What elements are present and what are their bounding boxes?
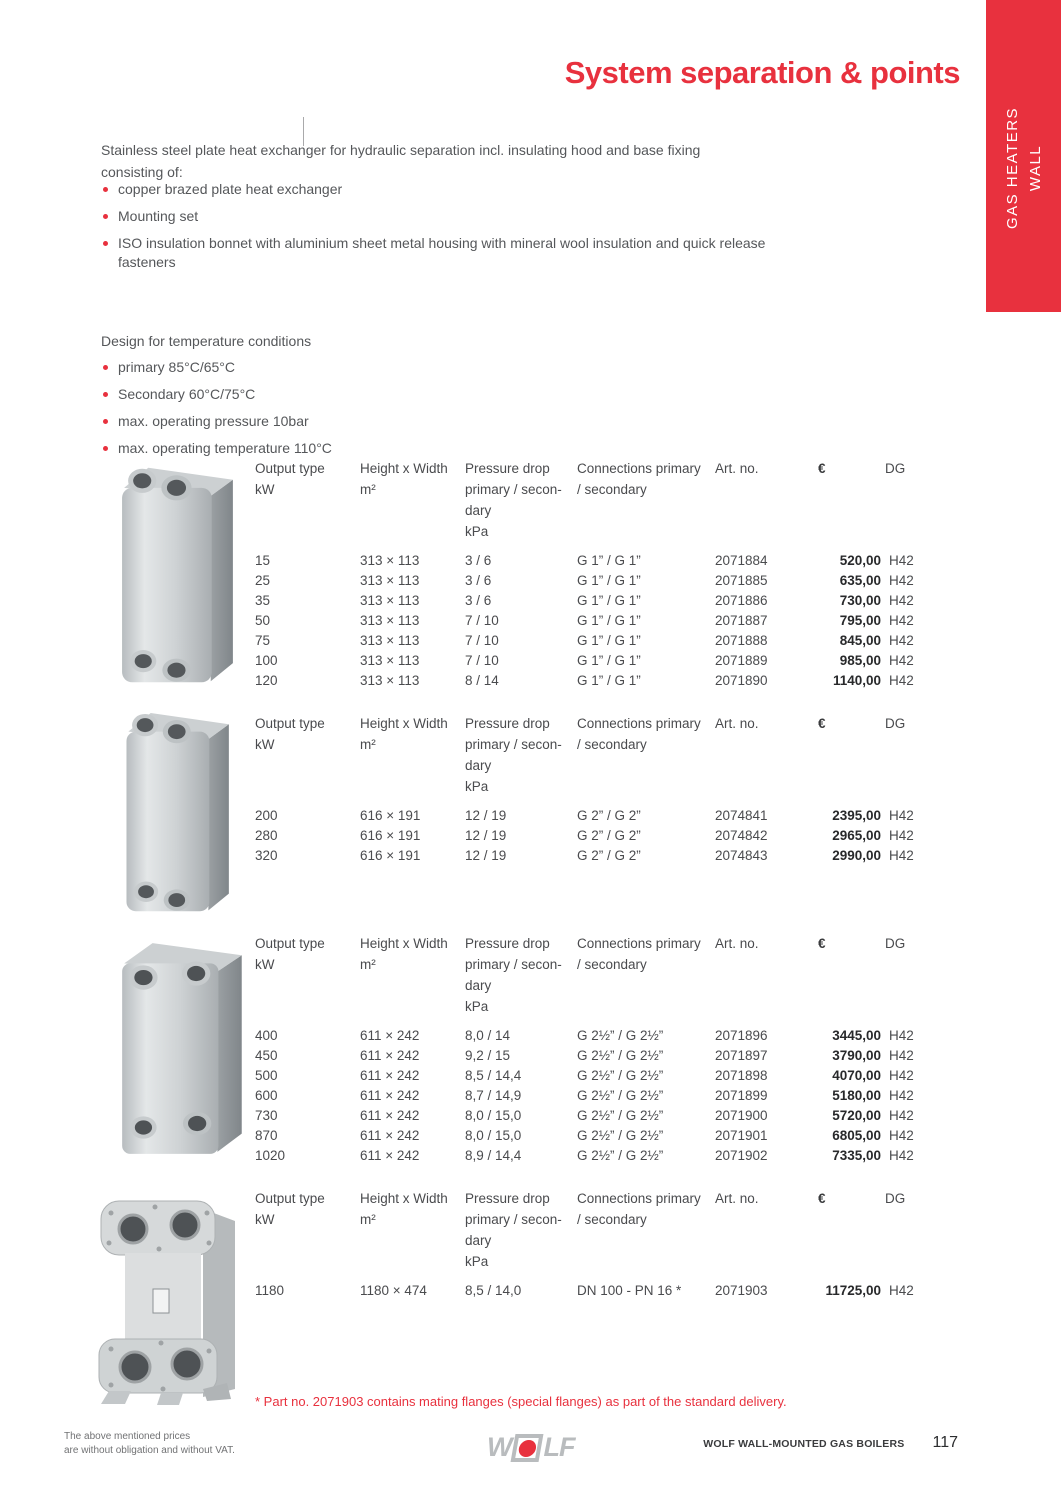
page-number: 117 xyxy=(932,1434,958,1451)
connections-cell: G 2½” / G 2½” xyxy=(577,1028,664,1043)
table-header xyxy=(255,458,927,542)
list-item xyxy=(101,358,601,377)
col-euro: € xyxy=(818,936,826,951)
table-row xyxy=(255,1046,927,1066)
price-eur-cell: 795,00 xyxy=(839,613,881,628)
col-dg: DG xyxy=(885,1191,906,1206)
design-bullet-list xyxy=(101,358,601,466)
table-body xyxy=(255,1281,927,1301)
table-row xyxy=(255,631,927,651)
height-width-cell: 611 × 242 xyxy=(360,1068,420,1083)
output-kw-cell: 870 xyxy=(255,1128,278,1143)
footnote: * Part no. 2071903 contains mating flanges (special flanges) as part of the standard delivery. xyxy=(255,1394,787,1409)
dg-code-cell: H42 xyxy=(889,1148,914,1163)
wolf-logo-w: W xyxy=(487,1432,512,1462)
col-pressure-drop-unit: kPa xyxy=(465,999,489,1014)
sidebar-tab-line1: GAS HEATERS xyxy=(1003,107,1021,230)
height-width-cell: 616 × 191 xyxy=(360,848,421,863)
price-eur-cell: 1140,00 xyxy=(832,673,881,688)
list-item xyxy=(101,234,821,272)
col-output-type: Output type xyxy=(255,716,325,731)
table-row xyxy=(255,591,927,611)
table-row xyxy=(255,651,927,671)
art-no-cell: 2071887 xyxy=(715,613,768,628)
pressure-drop-cell: 12 / 19 xyxy=(465,828,507,843)
dg-code-cell: H42 xyxy=(889,808,914,823)
footer-disclaimer xyxy=(64,1430,235,1457)
price-eur-cell: 6805,00 xyxy=(832,1128,881,1143)
wolf-logo-lf: LF xyxy=(543,1432,575,1462)
art-no-cell: 2071885 xyxy=(715,573,768,588)
dg-code-cell: H42 xyxy=(889,553,914,568)
col-output-type: Output type xyxy=(255,936,325,951)
col-pressure-drop-line2: primary / secon- xyxy=(465,737,562,752)
output-kw-cell: 1020 xyxy=(255,1148,286,1163)
pressure-drop-cell: 12 / 19 xyxy=(465,808,507,823)
list-item xyxy=(101,412,601,431)
art-no-cell: 2071898 xyxy=(715,1068,768,1083)
col-pressure-drop-line2: primary / secon- xyxy=(465,1212,562,1227)
col-output-unit: kW xyxy=(255,737,275,752)
price-eur-cell: 2965,00 xyxy=(832,828,881,843)
col-pressure-drop-line3: dary xyxy=(465,1233,492,1248)
dg-code-cell: H42 xyxy=(889,593,914,608)
col-pressure-drop: Pressure drop xyxy=(465,461,550,476)
col-pressure-drop-line3: dary xyxy=(465,978,492,993)
price-eur-cell: 2990,00 xyxy=(832,848,881,863)
height-width-cell: 313 × 113 xyxy=(360,553,420,568)
col-pressure-drop-unit: kPa xyxy=(465,779,489,794)
bullet-text: max. operating pressure 10bar xyxy=(118,413,309,429)
intro-bullet-list xyxy=(101,180,821,280)
intro-sub: consisting of: xyxy=(101,164,183,180)
bullet-text: Mounting set xyxy=(118,208,199,224)
col-pressure-drop-line2: primary / secon- xyxy=(465,957,562,972)
dg-code-cell: H42 xyxy=(889,1048,914,1063)
bullet-text: max. operating temperature 110°C xyxy=(118,440,332,456)
height-width-cell: 611 × 242 xyxy=(360,1048,420,1063)
col-height-width: Height x Width xyxy=(360,1191,448,1206)
col-output-type: Output type xyxy=(255,461,325,476)
height-width-cell: 313 × 113 xyxy=(360,613,420,628)
art-no-cell: 2071889 xyxy=(715,653,768,668)
art-no-cell: 2071897 xyxy=(715,1048,768,1063)
connections-cell: G 2½” / G 2½” xyxy=(577,1148,664,1163)
pressure-drop-cell: 7 / 10 xyxy=(465,653,499,668)
col-connections: Connections primary xyxy=(577,461,701,476)
dg-code-cell: H42 xyxy=(889,1068,914,1083)
pressure-drop-cell: 3 / 6 xyxy=(465,573,492,588)
table-row xyxy=(255,1126,927,1146)
col-height-width: Height x Width xyxy=(360,936,448,951)
table-body xyxy=(255,806,927,866)
bullet-text: ISO insulation bonnet with aluminium sheet metal housing with mineral wool insulation and quick release fasteners xyxy=(118,235,766,270)
pressure-drop-cell: 8,5 / 14,4 xyxy=(465,1068,522,1083)
pressure-drop-cell: 8,7 / 14,9 xyxy=(465,1088,522,1103)
dg-code-cell: H42 xyxy=(889,1088,914,1103)
art-no-cell: 2071888 xyxy=(715,633,768,648)
height-width-cell: 313 × 113 xyxy=(360,633,420,648)
sidebar-tab-line2: WALL xyxy=(1026,145,1044,192)
table-row xyxy=(255,611,927,631)
art-no-cell: 2071890 xyxy=(715,673,768,688)
connections-cell: G 1” / G 1” xyxy=(577,613,641,628)
col-euro: € xyxy=(818,716,826,731)
output-kw-cell: 600 xyxy=(255,1088,278,1103)
pressure-drop-cell: 8,9 / 14,4 xyxy=(465,1148,522,1163)
connections-cell: G 2½” / G 2½” xyxy=(577,1128,664,1143)
col-output-unit: kW xyxy=(255,957,275,972)
intro-lead: Stainless steel plate heat exchanger for hydraulic separation incl. insulating hood and base fixing xyxy=(101,142,701,158)
product-image-plate-heat-exchanger-wide xyxy=(110,930,262,1170)
wolf-logo-red-dot-icon xyxy=(517,1439,537,1456)
footer-disclaimer-line1: The above mentioned prices xyxy=(64,1431,191,1442)
col-pressure-drop: Pressure drop xyxy=(465,936,550,951)
dg-code-cell: H42 xyxy=(889,573,914,588)
col-height-width-unit: m² xyxy=(360,957,376,972)
col-height-width-unit: m² xyxy=(360,482,376,497)
spec-table xyxy=(255,458,927,691)
output-kw-cell: 320 xyxy=(255,848,278,863)
bullet-text: copper brazed plate heat exchanger xyxy=(118,181,343,197)
table-row xyxy=(255,571,927,591)
product-image-flanged-heat-exchanger-large xyxy=(85,1193,275,1405)
bullet-dot-icon xyxy=(103,419,108,424)
price-eur-cell: 5720,00 xyxy=(832,1108,881,1123)
bullet-dot-icon xyxy=(103,446,108,451)
design-heading: Design for temperature conditions xyxy=(101,333,312,349)
table-row xyxy=(255,846,927,866)
connections-cell: G 1” / G 1” xyxy=(577,553,641,568)
output-kw-cell: 35 xyxy=(255,593,271,608)
connections-cell: G 1” / G 1” xyxy=(577,633,641,648)
col-art-no: Art. no. xyxy=(715,1191,759,1206)
col-pressure-drop-line3: dary xyxy=(465,503,492,518)
price-eur-cell: 635,00 xyxy=(839,573,881,588)
output-kw-cell: 280 xyxy=(255,828,278,843)
table-row xyxy=(255,1106,927,1126)
height-width-cell: 1180 × 474 xyxy=(360,1283,427,1298)
table-row xyxy=(255,1146,927,1166)
col-pressure-drop-unit: kPa xyxy=(465,1254,489,1269)
col-pressure-drop: Pressure drop xyxy=(465,1191,550,1206)
art-no-cell: 2071886 xyxy=(715,593,768,608)
art-no-cell: 2071901 xyxy=(715,1128,768,1143)
table-row xyxy=(255,1086,927,1106)
sidebar-tab-label xyxy=(1000,107,1047,229)
height-width-cell: 611 × 242 xyxy=(360,1148,420,1163)
bullet-dot-icon xyxy=(103,241,108,246)
connections-cell: G 2” / G 2” xyxy=(577,808,641,823)
col-connections-line2: / secondary xyxy=(577,482,647,497)
output-kw-cell: 1180 xyxy=(255,1283,285,1298)
col-connections-line2: / secondary xyxy=(577,737,647,752)
connections-cell: G 1” / G 1” xyxy=(577,573,641,588)
table-row xyxy=(255,826,927,846)
output-kw-cell: 500 xyxy=(255,1068,278,1083)
col-pressure-drop-line3: dary xyxy=(465,758,492,773)
price-eur-cell: 845,00 xyxy=(839,633,881,648)
dg-code-cell: H42 xyxy=(889,1108,914,1123)
price-eur-cell: 7335,00 xyxy=(832,1148,881,1163)
pressure-drop-cell: 12 / 19 xyxy=(465,848,507,863)
connections-cell: G 2” / G 2” xyxy=(577,848,641,863)
price-eur-cell: 520,00 xyxy=(839,553,881,568)
spec-table xyxy=(255,933,927,1166)
connections-cell: G 1” / G 1” xyxy=(577,673,641,688)
col-connections-line2: / secondary xyxy=(577,957,647,972)
table-header xyxy=(255,1188,927,1272)
price-eur-cell: 11725,00 xyxy=(825,1283,881,1298)
col-art-no: Art. no. xyxy=(715,461,759,476)
art-no-cell: 2071902 xyxy=(715,1148,768,1163)
connections-cell: G 2½” / G 2½” xyxy=(577,1068,664,1083)
height-width-cell: 313 × 113 xyxy=(360,653,420,668)
connections-cell: G 2½” / G 2½” xyxy=(577,1048,664,1063)
wolf-logo xyxy=(487,1432,574,1463)
height-width-cell: 611 × 242 xyxy=(360,1128,420,1143)
table-header xyxy=(255,713,927,797)
art-no-cell: 2074843 xyxy=(715,848,768,863)
output-kw-cell: 730 xyxy=(255,1108,278,1123)
height-width-cell: 313 × 113 xyxy=(360,573,420,588)
product-image-plate-heat-exchanger-medium xyxy=(112,700,248,928)
col-connections: Connections primary xyxy=(577,716,701,731)
bullet-text: Secondary 60°C/75°C xyxy=(118,386,256,402)
dg-code-cell: H42 xyxy=(889,1028,914,1043)
connections-cell: G 2½” / G 2½” xyxy=(577,1108,664,1123)
col-height-width-unit: m² xyxy=(360,1212,376,1227)
output-kw-cell: 100 xyxy=(255,653,278,668)
spec-table xyxy=(255,1188,927,1301)
height-width-cell: 313 × 113 xyxy=(360,593,420,608)
table-row xyxy=(255,1281,927,1301)
page-title: System separation & points xyxy=(564,55,960,90)
col-connections-line2: / secondary xyxy=(577,1212,647,1227)
col-height-width: Height x Width xyxy=(360,716,448,731)
col-height-width-unit: m² xyxy=(360,737,376,752)
pressure-drop-cell: 8,5 / 14,0 xyxy=(465,1283,522,1298)
footer-disclaimer-line2: are without obligation and without VAT. xyxy=(64,1444,235,1456)
col-pressure-drop: Pressure drop xyxy=(465,716,550,731)
col-dg: DG xyxy=(885,936,906,951)
table-row xyxy=(255,551,927,571)
height-width-cell: 611 × 242 xyxy=(360,1088,420,1103)
col-output-unit: kW xyxy=(255,482,275,497)
pressure-drop-cell: 8,0 / 14 xyxy=(465,1028,511,1043)
price-eur-cell: 985,00 xyxy=(839,653,881,668)
dg-code-cell: H42 xyxy=(889,1128,914,1143)
col-euro: € xyxy=(818,1191,826,1206)
price-eur-cell: 3790,00 xyxy=(832,1048,881,1063)
list-item xyxy=(101,180,821,199)
art-no-cell: 2074842 xyxy=(715,828,768,843)
col-connections: Connections primary xyxy=(577,1191,701,1206)
dg-code-cell: H42 xyxy=(889,673,914,688)
connections-cell: DN 100 - PN 16 * xyxy=(577,1283,682,1298)
dg-code-cell: H42 xyxy=(889,1283,914,1298)
pressure-drop-cell: 8 / 14 xyxy=(465,673,499,688)
connections-cell: G 1” / G 1” xyxy=(577,593,641,608)
output-kw-cell: 75 xyxy=(255,633,271,648)
pressure-drop-cell: 3 / 6 xyxy=(465,593,492,608)
table-body xyxy=(255,551,927,691)
output-kw-cell: 200 xyxy=(255,808,278,823)
col-output-type: Output type xyxy=(255,1191,325,1206)
table-row xyxy=(255,1026,927,1046)
price-eur-cell: 730,00 xyxy=(839,593,881,608)
output-kw-cell: 450 xyxy=(255,1048,278,1063)
col-pressure-drop-line2: primary / secon- xyxy=(465,482,562,497)
dg-code-cell: H42 xyxy=(889,613,914,628)
art-no-cell: 2071900 xyxy=(715,1108,768,1123)
price-eur-cell: 3445,00 xyxy=(832,1028,881,1043)
sidebar-tab-gas-heaters-wall[interactable] xyxy=(986,0,1061,312)
bullet-dot-icon xyxy=(103,392,108,397)
list-item xyxy=(101,385,601,404)
col-pressure-drop-unit: kPa xyxy=(465,524,489,539)
table-row xyxy=(255,1066,927,1086)
col-dg: DG xyxy=(885,716,906,731)
col-euro: € xyxy=(818,461,826,476)
output-kw-cell: 25 xyxy=(255,573,271,588)
price-eur-cell: 2395,00 xyxy=(832,808,881,823)
col-height-width: Height x Width xyxy=(360,461,448,476)
bullet-text: primary 85°C/65°C xyxy=(118,359,236,375)
bullet-dot-icon xyxy=(103,365,108,370)
bullet-dot-icon xyxy=(103,187,108,192)
product-image-plate-heat-exchanger-small xyxy=(112,453,248,701)
pressure-drop-cell: 7 / 10 xyxy=(465,613,499,628)
bullet-dot-icon xyxy=(103,214,108,219)
col-art-no: Art. no. xyxy=(715,716,759,731)
connections-cell: G 2½” / G 2½” xyxy=(577,1088,664,1103)
art-no-cell: 2071896 xyxy=(715,1028,768,1043)
output-kw-cell: 50 xyxy=(255,613,271,628)
pressure-drop-cell: 8,0 / 15,0 xyxy=(465,1108,522,1123)
col-dg: DG xyxy=(885,461,906,476)
table-row xyxy=(255,806,927,826)
output-kw-cell: 120 xyxy=(255,673,278,688)
wolf-logo-o-icon xyxy=(511,1434,544,1462)
pressure-drop-cell: 8,0 / 15,0 xyxy=(465,1128,522,1143)
pressure-drop-cell: 9,2 / 15 xyxy=(465,1048,511,1063)
connections-cell: G 2” / G 2” xyxy=(577,828,641,843)
price-eur-cell: 4070,00 xyxy=(832,1068,881,1083)
dg-code-cell: H42 xyxy=(889,633,914,648)
height-width-cell: 616 × 191 xyxy=(360,828,421,843)
col-connections: Connections primary xyxy=(577,936,701,951)
table-row xyxy=(255,671,927,691)
dg-code-cell: H42 xyxy=(889,828,914,843)
height-width-cell: 313 × 113 xyxy=(360,673,420,688)
art-no-cell: 2071903 xyxy=(715,1283,768,1298)
art-no-cell: 2074841 xyxy=(715,808,768,823)
height-width-cell: 611 × 242 xyxy=(360,1108,420,1123)
output-kw-cell: 15 xyxy=(255,553,271,568)
spec-table xyxy=(255,713,927,866)
footer-catalog-label: WOLF WALL-MOUNTED GAS BOILERS xyxy=(703,1438,905,1450)
dg-code-cell: H42 xyxy=(889,653,914,668)
height-width-cell: 611 × 242 xyxy=(360,1028,420,1043)
footer-right xyxy=(703,1434,958,1452)
pressure-drop-cell: 3 / 6 xyxy=(465,553,492,568)
dg-code-cell: H42 xyxy=(889,848,914,863)
col-art-no: Art. no. xyxy=(715,936,759,951)
table-header xyxy=(255,933,927,1017)
col-output-unit: kW xyxy=(255,1212,275,1227)
list-item xyxy=(101,207,821,226)
connections-cell: G 1” / G 1” xyxy=(577,653,641,668)
price-eur-cell: 5180,00 xyxy=(832,1088,881,1103)
art-no-cell: 2071884 xyxy=(715,553,768,568)
height-width-cell: 616 × 191 xyxy=(360,808,421,823)
art-no-cell: 2071899 xyxy=(715,1088,768,1103)
table-body xyxy=(255,1026,927,1166)
pressure-drop-cell: 7 / 10 xyxy=(465,633,499,648)
output-kw-cell: 400 xyxy=(255,1028,278,1043)
